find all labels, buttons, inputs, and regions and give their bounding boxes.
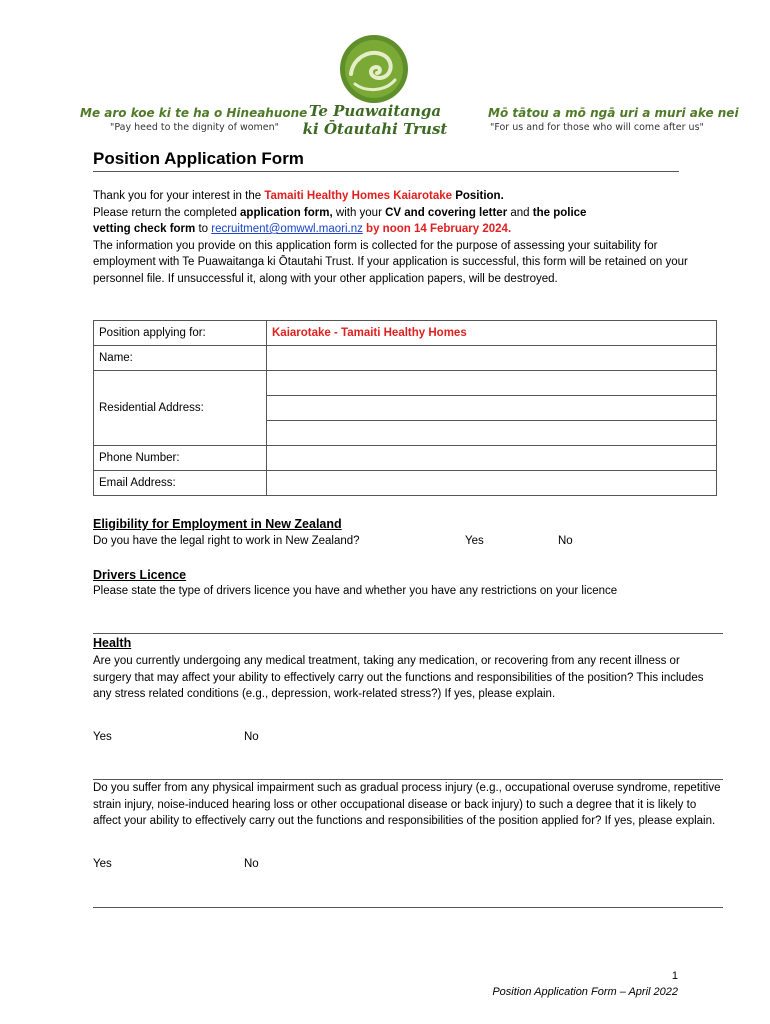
health-question-2: Do you suffer from any physical impairment such as gradual process injury (e.g., occupational overuse syndrome, repetitive strain injury, noise-induced hearing loss or other occupational disease or back injury) to such a degree that it is likely to affect your ability to effectively carry out the functions and responsibilities of the position applied for? If yes, please explain. xyxy=(93,782,721,827)
title-underline xyxy=(93,171,679,172)
left-motto: Me aro koe ki te ha o Hineahuone xyxy=(80,106,308,120)
drivers-licence-answer-line[interactable] xyxy=(93,633,723,634)
left-motto-translation: "Pay heed to the dignity of women" xyxy=(110,122,280,133)
applicant-details-table xyxy=(93,320,717,496)
logo xyxy=(339,34,409,104)
name-field[interactable] xyxy=(267,346,717,371)
page-number: 1 xyxy=(671,970,678,982)
name-label: Name: xyxy=(94,346,267,371)
health-q2-no-option[interactable]: No xyxy=(244,858,259,870)
address-label: Residential Address: xyxy=(94,371,267,446)
health-q2-yes-option[interactable]: Yes xyxy=(93,858,112,870)
intro-line-2: Please return the completed application form, with your CV and covering letter and the police xyxy=(93,206,587,219)
health-question-1: Are you currently undergoing any medical treatment, taking any medication, or recovering from any recent illness or surgery that may affect your ability to effectively carry out the functions and responsibilities of the position? This includes any stress related conditions (e.g., depression, work-related stress?) If yes, please explain. xyxy=(93,655,704,700)
trust-name-line1: Te Puawaitanga xyxy=(308,102,442,120)
phone-label: Phone Number: xyxy=(94,446,267,471)
intro-line-3: vetting check form to recruitment@omwwl.maori.nz by noon 14 February 2024. xyxy=(93,223,512,235)
name-row xyxy=(94,346,717,371)
email-field[interactable] xyxy=(267,471,717,496)
eligibility-yes-option[interactable]: Yes xyxy=(465,535,484,547)
deadline: by noon 14 February 2024. xyxy=(362,223,512,235)
drivers-licence-heading: Drivers Licence xyxy=(93,568,187,582)
phone-row xyxy=(94,446,717,471)
email-row xyxy=(94,471,717,496)
health-q1-no-option[interactable]: No xyxy=(244,731,259,743)
right-motto: Mō tātou a mō ngā uri a muri ake nei xyxy=(488,106,739,120)
health-q2-answer-line[interactable] xyxy=(93,907,723,908)
recruitment-email-link[interactable]: recruitment@omwwl.maori.nz xyxy=(211,223,363,235)
health-heading: Health xyxy=(93,636,132,650)
position-row xyxy=(94,321,717,346)
phone-field[interactable] xyxy=(267,446,717,471)
footer-doc-label: Position Application Form – April 2022 xyxy=(492,986,678,998)
address-row xyxy=(94,371,717,396)
intro-text xyxy=(93,188,708,287)
page-title: Position Application Form xyxy=(93,149,304,168)
email-label: Email Address: xyxy=(94,471,267,496)
trust-name xyxy=(290,102,460,138)
position-label: Position applying for: xyxy=(94,321,267,346)
address-field-line-2[interactable] xyxy=(267,396,717,421)
position-name: Tamaiti Healthy Homes Kaiarotake xyxy=(264,190,453,202)
koru-logo-icon xyxy=(339,34,409,104)
eligibility-no-option[interactable]: No xyxy=(558,535,573,547)
address-field-line-3[interactable] xyxy=(267,421,717,446)
health-q1-yes-option[interactable]: Yes xyxy=(93,731,112,743)
trust-name-line2: ki Ōtautahi Trust xyxy=(302,120,448,138)
intro-privacy-text: The information you provide on this application form is collected for the purpose of assessing your suitability for employment with Te Puawaitanga ki Ōtautahi Trust. If your application is successful, this form will be retained on your personnel file. If unsuccessful it, along with your other application papers, will be destroyed. xyxy=(93,239,688,285)
drivers-licence-question: Please state the type of drivers licence you have and whether you have any restrictions on your licence xyxy=(93,585,618,597)
position-value[interactable]: Kaiarotake - Tamaiti Healthy Homes xyxy=(267,321,717,346)
right-motto-translation: "For us and for those who will come after us" xyxy=(490,122,704,133)
intro-line-1: Thank you for your interest in the Tamaiti Healthy Homes Kaiarotake Position. xyxy=(93,190,504,202)
address-field-line-1[interactable] xyxy=(267,371,717,396)
eligibility-question: Do you have the legal right to work in New Zealand? xyxy=(93,535,360,547)
eligibility-heading: Eligibility for Employment in New Zealand xyxy=(93,517,342,531)
